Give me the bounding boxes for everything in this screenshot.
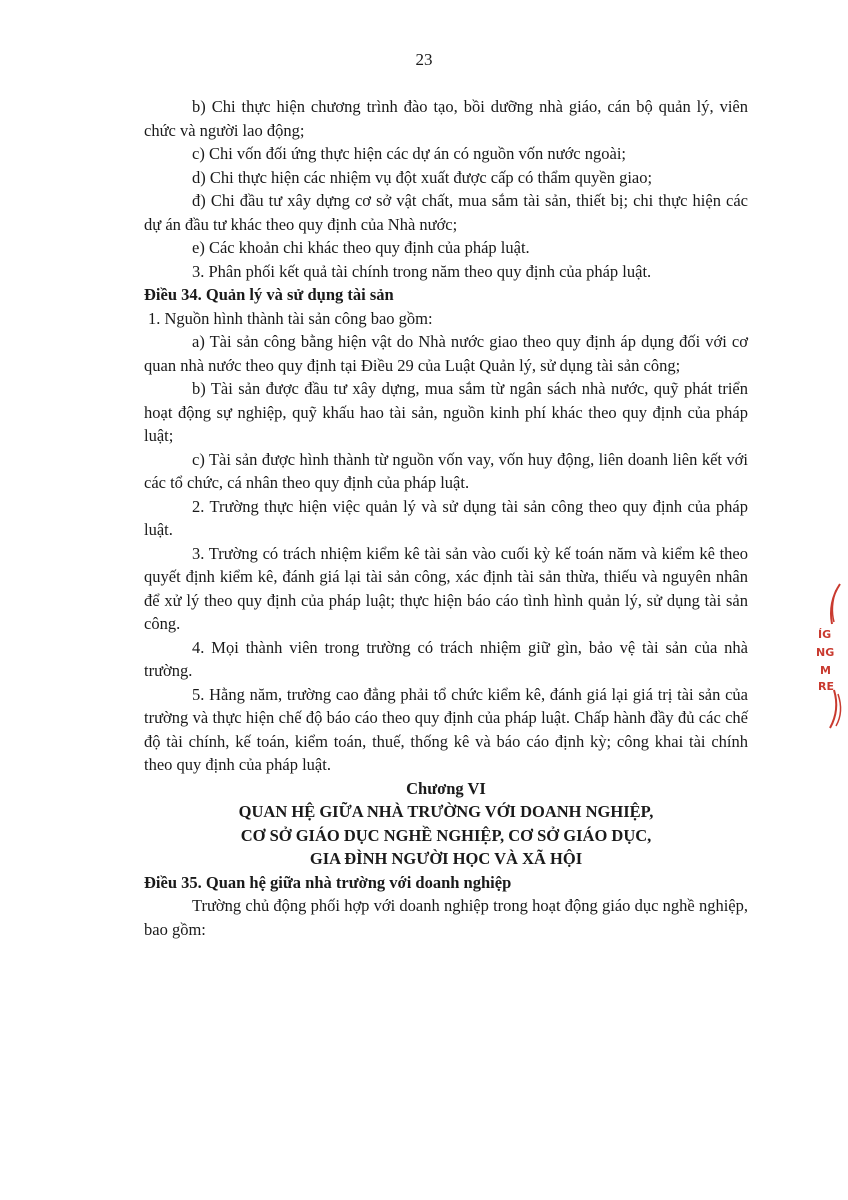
paragraph-tai-san-dau-tu: b) Tài sản được đầu tư xây dựng, mua sắm từ ngân sách nhà nước, quỹ phát triển hoạt động sự nghiệp, quỹ khấu hao tài sản, nguồn kinh phí khác theo quy định của pháp luật;	[144, 379, 748, 445]
stamp-text-2: NG	[816, 646, 835, 659]
paragraph-quan-ly-tai-san: 2. Trường thực hiện việc quản lý và sử dụng tài sản công theo quy định của pháp luật.	[144, 496, 748, 539]
paragraph-nguon-hinh-thanh: 1. Nguồn hình thành tài sản công bao gồm:	[148, 308, 433, 328]
article-34-heading: Điều 34. Quản lý và sử dụng tài sản	[144, 285, 394, 304]
paragraph-tai-san-hien-vat: a) Tài sản công bằng hiện vật do Nhà nước giao theo quy định áp dụng đối với cơ quan nhà nước theo quy định tại Điều 29 của Luật Quản lý, sử dụng tài sản công;	[144, 332, 748, 375]
stamp-text-1: ÍG	[818, 628, 832, 641]
paragraph-phoi-hop-doanh-nghiep: Trường chủ động phối hợp với doanh nghiệp trong hoạt động giáo dục nghề nghiệp, bao gồm:	[144, 896, 748, 939]
chapter-title-line-3: GIA ĐÌNH NGƯỜI HỌC VÀ XÃ HỘI	[309, 849, 583, 868]
paragraph-chi-khac: e) Các khoản chi khác theo quy định của pháp luật.	[192, 238, 530, 257]
article-35-heading: Điều 35. Quan hệ giữa nhà trường với doanh nghiệp	[144, 872, 512, 892]
paragraph-tai-san-von-vay: c) Tài sản được hình thành từ nguồn vốn vay, vốn huy động, liên doanh liên kết với các tổ chức, cá nhân theo quy định của pháp luật.	[144, 449, 748, 492]
stamp-text-4: RE	[818, 680, 834, 693]
paragraph-kiem-ke: 3. Trường có trách nhiệm kiểm kê tài sản vào cuối kỳ kế toán năm và kiểm kê theo quyết định kiểm kê, đánh giá lại tài sản công, xác định tài sản thừa, thiếu và nguyên nhân để xử lý theo quy định của pháp luật; thực hiện báo cáo tình hình quản lý, sử dụng tài sản công.	[144, 543, 748, 633]
seal-stamp-fragment	[810, 582, 848, 732]
document-body	[144, 95, 748, 941]
page-number: 23	[415, 50, 433, 69]
chapter-title-line-2: CƠ SỞ GIÁO DỤC NGHỀ NGHIỆP, CƠ SỞ GIÁO DỤC,	[240, 825, 652, 845]
stamp-text-3: M	[820, 664, 831, 677]
paragraph-chi-dao-tao: b) Chi thực hiện chương trình đào tạo, bồi dưỡng nhà giáo, cán bộ quản lý, viên chức và người lao động;	[144, 97, 748, 140]
paragraph-phan-phoi-ket-qua: 3. Phân phối kết quả tài chính trong năm theo quy định của pháp luật.	[192, 261, 652, 281]
paragraph-chi-von-doi-ung: c) Chi vốn đối ứng thực hiện các dự án có nguồn vốn nước ngoài;	[192, 144, 626, 163]
chapter-title-line-1: QUAN HỆ GIỮA NHÀ TRƯỜNG VỚI DOANH NGHIỆP,	[238, 802, 654, 821]
paragraph-giu-gin-tai-san: 4. Mọi thành viên trong trường có trách nhiệm giữ gìn, bảo vệ tài sản của nhà trường.	[144, 637, 748, 680]
chapter-label: Chương VI	[406, 778, 486, 798]
paragraph-chi-dau-tu: đ) Chi đầu tư xây dựng cơ sở vật chất, mua sắm tài sản, thiết bị; chi thực hiện các dự án đầu tư khác theo quy định của Nhà nước;	[144, 191, 748, 234]
paragraph-hang-nam: 5. Hằng năm, trường cao đẳng phải tổ chức kiểm kê, đánh giá lại giá trị tài sản của trường và thực hiện chế độ báo cáo theo quy định của pháp luật. Chấp hành đầy đủ các chế độ tài chính, kế toán, kiểm toán, thuế, thống kê và báo cáo định kỳ; công khai tài chính theo quy định của pháp luật.	[144, 684, 748, 774]
paragraph-chi-nhiem-vu-dot-xuat: d) Chi thực hiện các nhiệm vụ đột xuất được cấp có thẩm quyền giao;	[192, 167, 653, 187]
